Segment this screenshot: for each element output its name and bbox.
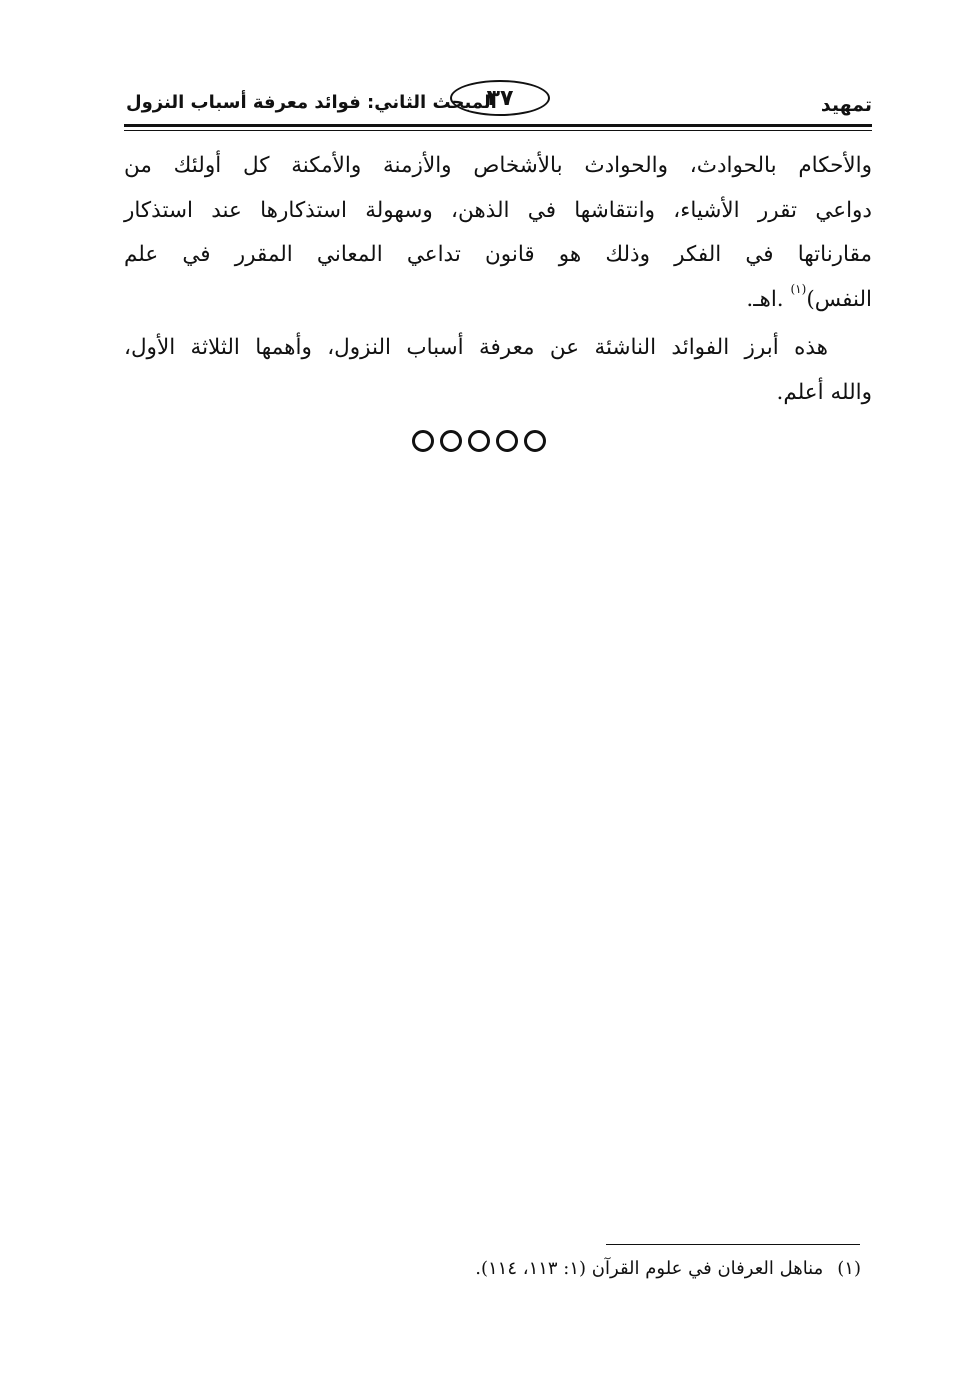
header-chapter-title: المبحث الثاني: فوائد معرفة أسباب النزول: [126, 92, 497, 113]
text-line: والأحكام بالحوادث، والحوادث بالأشخاص والأزمنة والأمكنة كل أولئك من: [124, 153, 872, 178]
section-end-ornament: [412, 430, 546, 452]
running-header: [124, 84, 872, 124]
text-segment: .اهـ.: [746, 286, 791, 312]
footnote-text: مناهل العرفان في علوم القرآن (١: ١١٣، ١١٤).: [475, 1258, 824, 1279]
header-rule-thin: [124, 130, 872, 131]
ring-icon: [412, 430, 434, 452]
page-number: ٣٧: [486, 85, 514, 111]
ring-icon: [496, 430, 518, 452]
text-line: مقارناتها في الفكر وذلك هو قانون تداعي المعاني المقرر في علم: [124, 242, 872, 267]
text-line: [124, 278, 872, 323]
text-line: دواعي تقرر الأشياء، وانتقاشها في الذهن، وسهولة استذكارها عند استذكار: [124, 197, 872, 223]
header-section-title: تمهيد: [820, 94, 872, 116]
paragraph-2: [124, 326, 872, 415]
text-line: هذه أبرز الفوائد الناشئة عن معرفة أسباب النزول، وأهمها الثلاثة الأول،: [124, 335, 828, 360]
footnote-separator: [606, 1244, 860, 1245]
footnote: [475, 1258, 861, 1279]
paragraph-1: [124, 144, 872, 322]
footnote-marker[interactable]: (١): [790, 282, 807, 297]
header-rule-thick: [124, 124, 872, 127]
main-text: [124, 144, 872, 415]
text-line: والله أعلم.: [776, 379, 872, 405]
ring-icon: [468, 430, 490, 452]
ring-icon: [524, 430, 546, 452]
text-segment: النفس): [806, 286, 872, 312]
ring-icon: [440, 430, 462, 452]
footnote-number: (١): [837, 1258, 861, 1279]
